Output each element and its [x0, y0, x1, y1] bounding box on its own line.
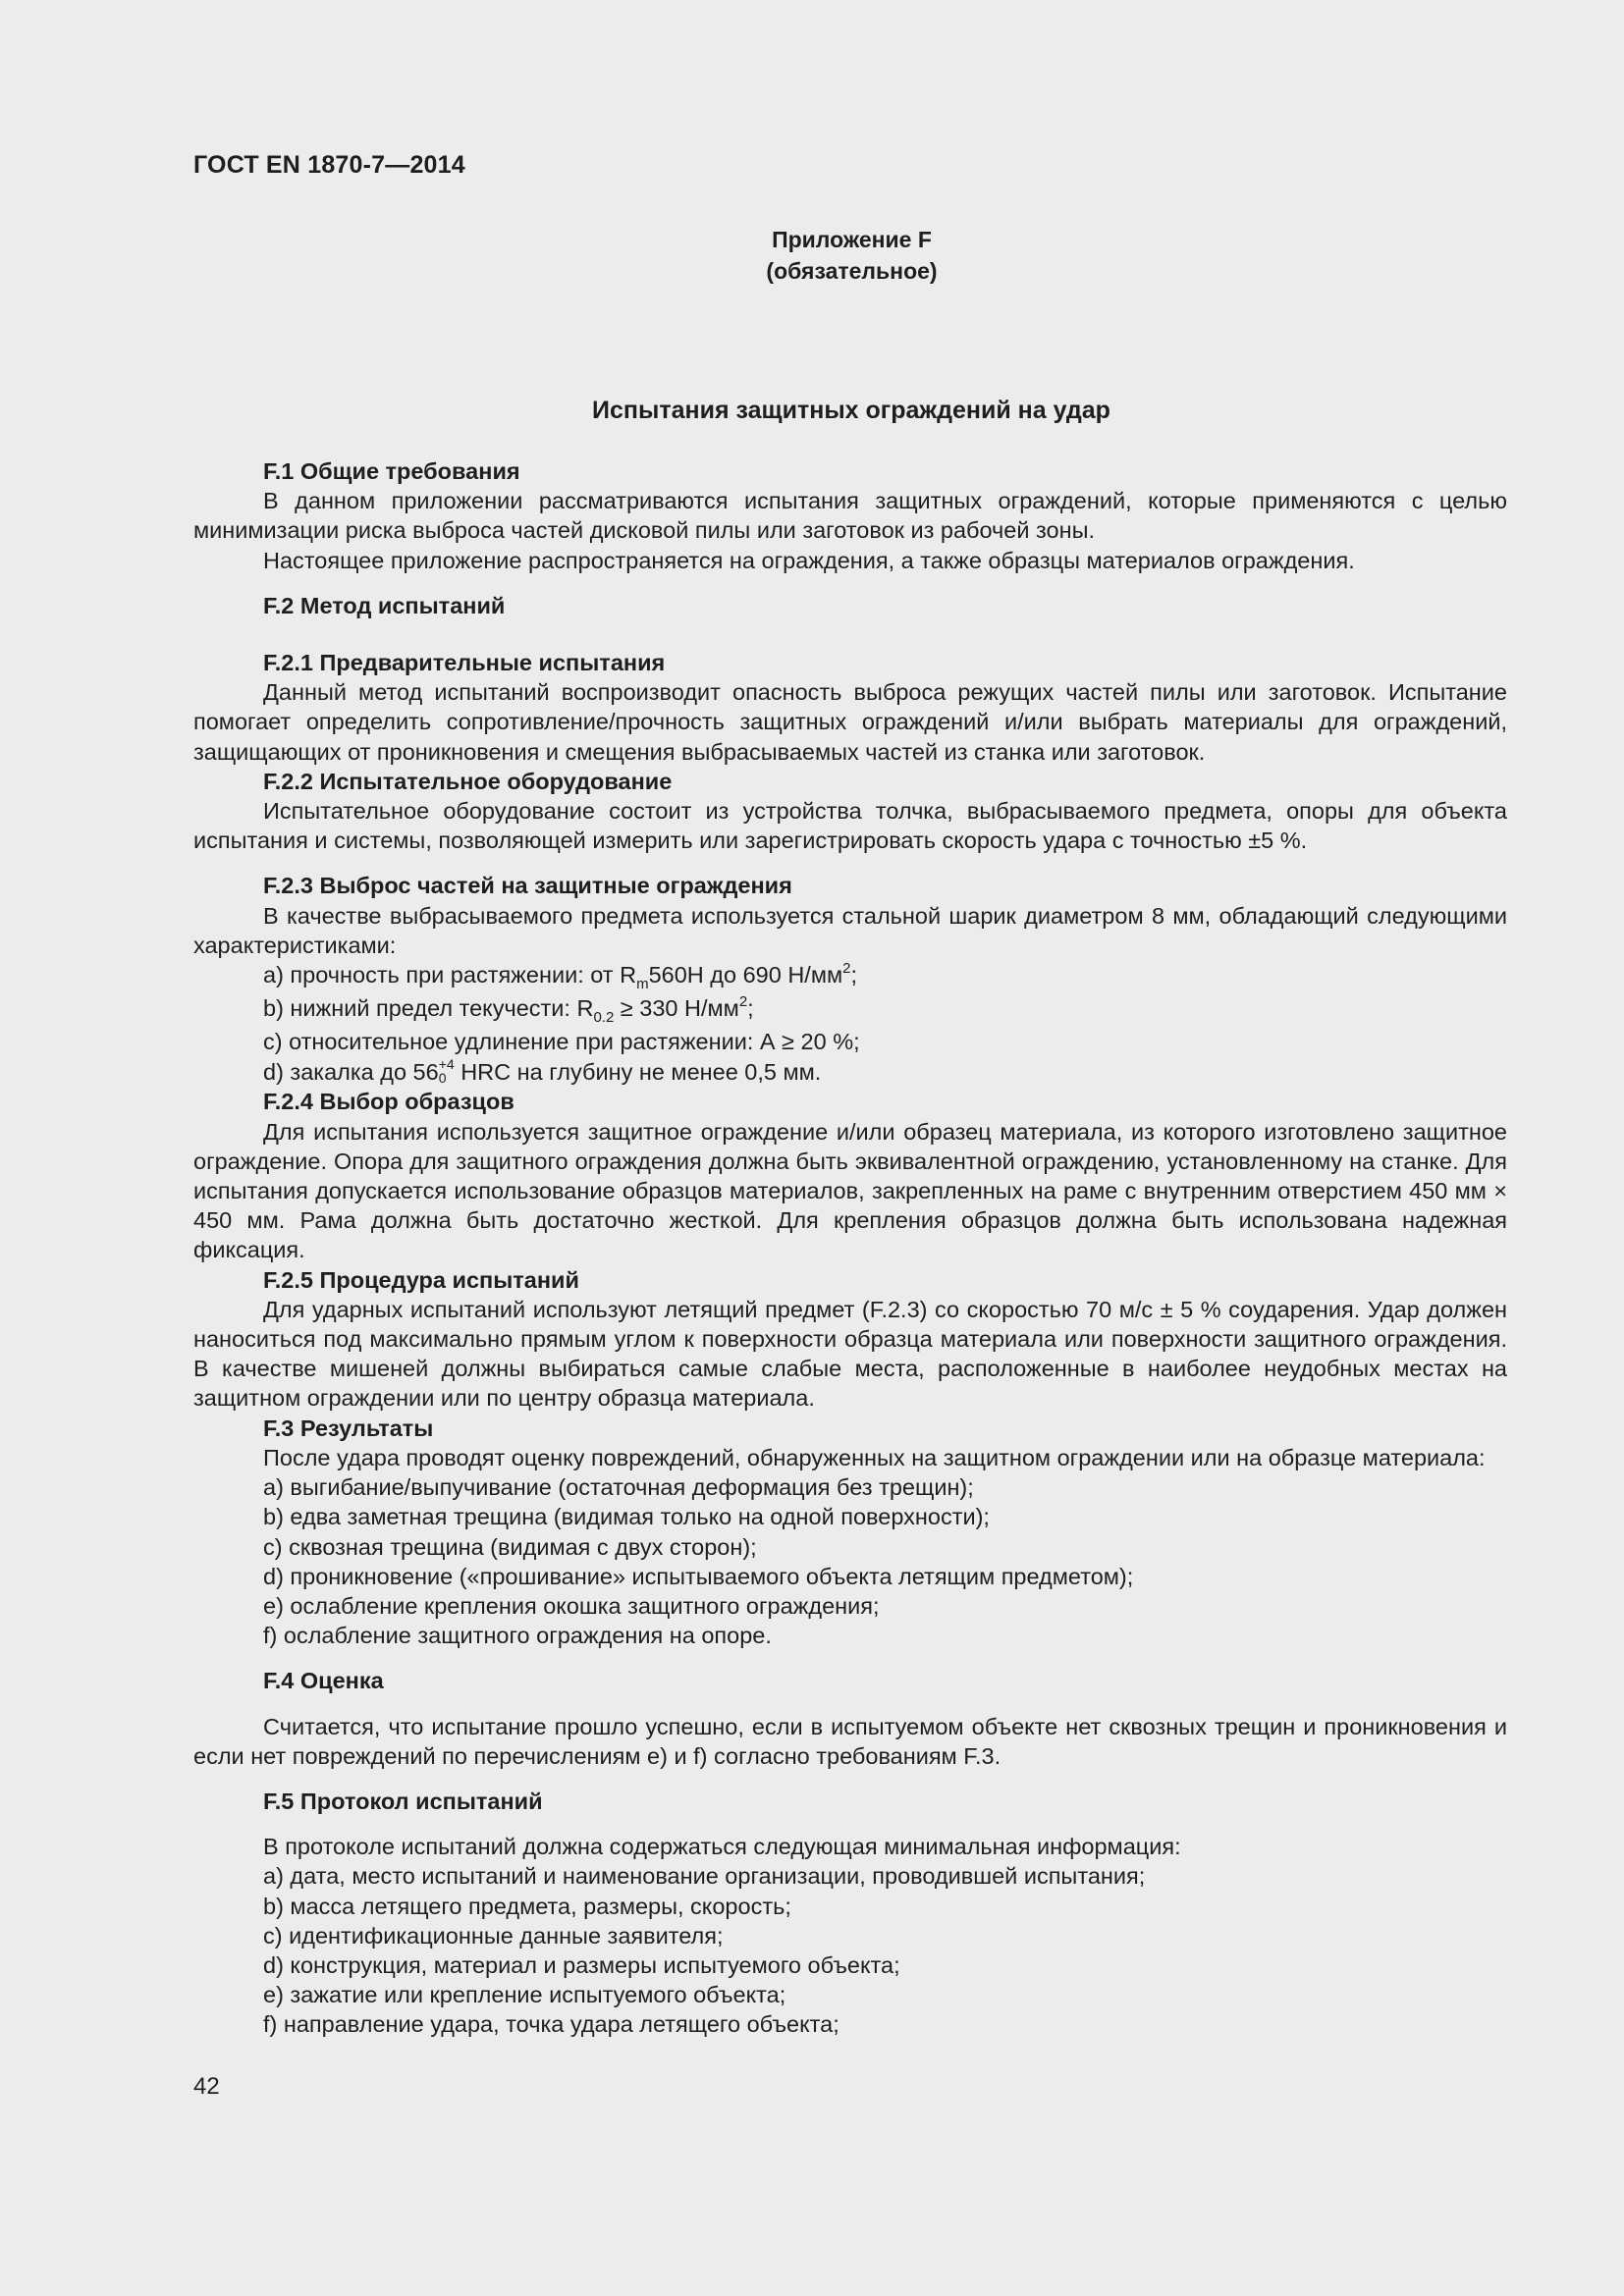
list-item: d) конструкция, материал и размеры испытуемого объекта; [263, 1951, 900, 1978]
list-item: a) дата, место испытаний и наименование организации, проводившей испытания; [263, 1863, 1146, 1890]
section-f3-paragraph: После удара проводят оценку повреждений, обнаруженных на защитном ограждении или на образце материала: [263, 1444, 1486, 1470]
list-item: b) масса летящего предмета, размеры, скорость; [263, 1893, 791, 1919]
document-body [193, 456, 1507, 2040]
list-item: f) направление удара, точка удара летящего объекта; [263, 2011, 839, 2038]
section-f4-paragraph: Считается, что испытание прошло успешно, если в испытуемом объекте нет сквозных трещин и проникновения и если нет повреждений по перечислениям e) и f) согласно требованиям F.3. [193, 1713, 1507, 1769]
section-f25-heading: F.2.5 Процедура испытаний [263, 1266, 579, 1293]
list-item: d) проникновение («прошивание» испытываемого объекта летящим предметом); [263, 1563, 1134, 1589]
section-f1-paragraph: Настоящее приложение распространяется на ограждения, а также образцы материалов ограждения. [263, 547, 1355, 573]
section-f25-paragraph: Для ударных испытаний используют летящий предмет (F.2.3) со скоростью 70 м/с ± 5 % соударения. Удар должен наноситься под максимально прямым углом к поверхности образца материала или поверхности защитного ограждения. В качестве мишеней должны выбираться самые слабые места, расположенные в наиболее неудобных местах на защитном ограждении или по центру образца материала. [193, 1296, 1507, 1412]
section-f4-heading: F.4 Оценка [263, 1668, 384, 1694]
section-f5-heading: F.5 Протокол испытаний [263, 1788, 543, 1814]
list-item: c) сквозная трещина (видимая с двух сторон); [263, 1533, 757, 1560]
list-item: b) нижний предел текучести: $R_{0.2} \ge 330$ $Н/мм^2$; [263, 993, 754, 1027]
section-f2-heading: F.2 Метод испытаний [263, 592, 506, 618]
section-f24-paragraph: Для испытания используется защитное ограждение и/или образец материала, из которого изготовлено защитное ограждение. Опора для защитного ограждения должна быть эквивалентной ограждению, установленному на станке. Для испытания допускается использование образцов материалов, закрепленных на раме с внутренним отверстием 450 мм × 450 мм. Рама должна быть достаточно жесткой. Для крепления образцов должна быть использована надежная фиксация. [193, 1118, 1507, 1263]
list-item: a) прочность при растяжении: от $R_m560H$ до 690 $Н/мм^2$; [263, 960, 858, 993]
section-f24-heading: F.2.4 Выбор образцов [263, 1089, 514, 1115]
annex-title: Приложение F [772, 227, 932, 252]
section-f1-paragraph: В данном приложении рассматриваются испытания защитных ограждений, которые применяются с целью минимизации риска выброса частей дисковой пилы или заготовок из рабочей зоны. [193, 488, 1507, 544]
section-f23-heading: F.2.3 Выброс частей на защитные ограждения [263, 873, 792, 899]
list-item: d) закалка до 56 +4 0 HRC на глубину не менее 0,5 мм. [263, 1056, 822, 1087]
section-f3-heading: F.3 Результаты [263, 1415, 434, 1441]
document-header: ГОСТ EN 1870-7—2014 [193, 151, 465, 179]
list-item: c) относительное удлинение при растяжении: А ≥ 20 %; [263, 1029, 860, 1055]
list-item: a) выгибание/выпучивание (остаточная деформация без трещин); [263, 1474, 974, 1501]
section-f5-paragraph: В протоколе испытаний должна содержаться следующая минимальная информация: [263, 1834, 1181, 1860]
page-number: 42 [193, 2073, 220, 2100]
list-item: f) ослабление защитного ограждения на опоре. [263, 1623, 772, 1649]
list-item: e) зажатие или крепление испытуемого объекта; [263, 1982, 786, 2008]
list-item: c) идентификационные данные заявителя; [263, 1922, 724, 1949]
section-f23-paragraph: В качестве выбрасываемого предмета используется стальной шарик диаметром 8 мм, обладающий следующими характеристиками: [193, 902, 1507, 958]
annex-status: (обязательное) [766, 258, 938, 284]
section-f21-paragraph: Данный метод испытаний воспроизводит опасность выброса режущих частей пилы или заготовок. Испытание помогает определить сопротивление/прочность защитных ограждений и/или выбрать материалы для ограждений, защищающих от проникновения и смещения выбрасываемых частей из станка или заготовок. [193, 679, 1507, 765]
main-title: Испытания защитных ограждений на удар [592, 397, 1110, 424]
section-f1-heading: F.1 Общие требования [263, 458, 520, 484]
section-f22-heading: F.2.2 Испытательное оборудование [263, 768, 673, 794]
list-item: e) ослабление крепления окошка защитного ограждения; [263, 1592, 880, 1619]
list-item: b) едва заметная трещина (видимая только на одной поверхности); [263, 1504, 990, 1530]
section-f22-paragraph: Испытательное оборудование состоит из устройства толчка, выбрасываемого предмета, опоры для объекта испытания и системы, позволяющей измерить или зарегистрировать скорость удара с точностью ±5 %. [193, 798, 1507, 854]
section-f21-heading: F.2.1 Предварительные испытания [263, 650, 666, 676]
